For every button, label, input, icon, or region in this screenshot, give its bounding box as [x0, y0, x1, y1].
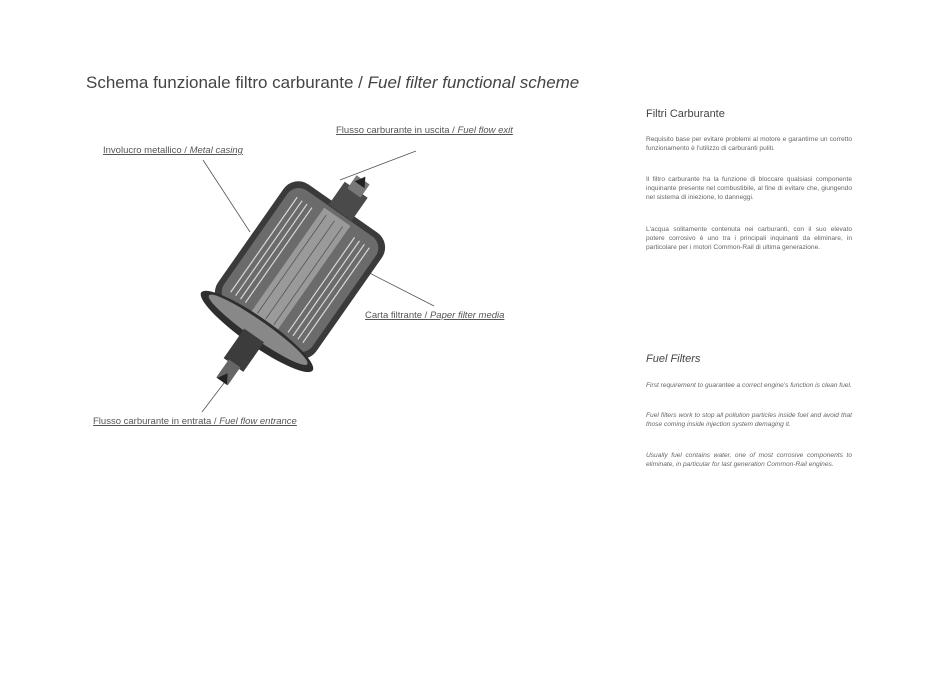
label-metal-casing [103, 145, 243, 156]
label-fuel-flow-entrance-en: Fuel flow entrance [219, 416, 297, 427]
label-paper-filter-media-it: Carta filtrante / [365, 310, 430, 321]
label-paper-filter-media [365, 310, 504, 321]
label-metal-casing-en: Metal casing [189, 145, 243, 156]
title-italian: Schema funzionale filtro carburante / [86, 73, 368, 92]
english-paragraph-1: First requirement to guarantee a correct engine's function is clean fuel. [646, 382, 852, 389]
english-paragraph-2: Fuel filters work to stop all pollution particles inside fuel and avoid that those coming inside injection system demaging it. [646, 412, 852, 428]
italian-paragraph-1: Requisito base per evitare problemi al motore e garantirne un corretto funzionamento è l'utilizzo di carburanti puliti. [646, 136, 852, 152]
english-heading: Fuel Filters [646, 353, 701, 365]
label-fuel-flow-exit [336, 125, 513, 136]
english-paragraph-3: Usually fuel contains water, one of most corrosive components to eliminate, in particular for last generation Common-Rail engines. [646, 452, 852, 468]
label-fuel-flow-entrance [93, 416, 297, 427]
italian-paragraph-3: L'acqua solitamente contenuta nei carburanti, con il suo elevato potere corrosivo è uno tra i principali inquinanti da eliminare, in particolare per i motori Common-Rail di ultima generazione. [646, 226, 852, 251]
label-fuel-flow-entrance-it: Flusso carburante in entrata / [93, 416, 220, 427]
title-english: Fuel filter functional scheme [367, 73, 580, 92]
italian-paragraph-2: Il filtro carburante ha la funzione di bloccare qualsiasi componente inquinante presente nel combustibile, al fine di evitare che, giungendo nel sistema di iniezione, lo danneggi. [646, 176, 852, 201]
label-metal-casing-it: Involucro metallico / [103, 145, 190, 156]
italian-heading: Filtri Carburante [646, 108, 725, 120]
filter-illustration [166, 138, 421, 421]
label-fuel-flow-exit-it: Flusso carburante in uscita / [336, 125, 458, 136]
label-paper-filter-media-en: Paper filter media [429, 310, 505, 321]
label-fuel-flow-exit-en: Fuel flow exit [457, 125, 513, 136]
